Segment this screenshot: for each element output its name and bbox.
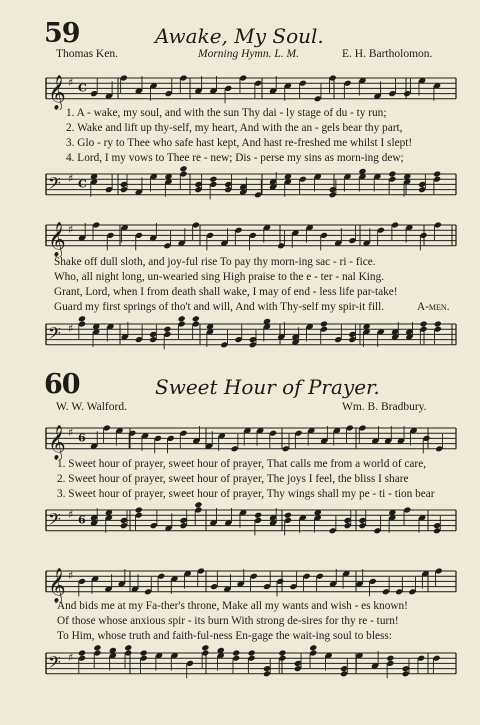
note-head [248,649,256,656]
time-signature: 6 [78,431,86,445]
music-staff-bass [0,502,480,546]
verse-3b: To Him, whose truth and faith-ful-ness En-gage the wait-ing soul to bless: [57,630,392,642]
note-head [93,645,101,651]
hymn-number: 59 [44,18,80,49]
note-head [179,166,187,172]
verse-1b: And bids me at my Fa-ther's throne, Make all my wants and wish - es known! [57,600,408,612]
sharp-icon: ♯ [68,322,74,336]
hymn-tune: Morning Hymn. L. M. [198,48,299,60]
hymn-composer: E. H. Bartholomon. [342,48,433,60]
note-head [232,649,240,656]
verse-1a: 1. Sweet hour of prayer, sweet hour of prayer, That calls me from a world of care, [57,458,427,470]
note-head [194,502,202,508]
amen-label: A-men. [417,301,450,313]
verse-1b: Shake off dull sloth, and joy-ful rise To pay thy morn-ing sac - ri - fice. [54,256,376,268]
note-head [201,645,209,651]
bass-clef-icon: 𝄢 [48,651,61,676]
note-head [135,506,143,513]
verse-4a: 4. Lord, I my vows to Thee re - new; Dis - perse my sins as morn-ing dew; [66,152,404,164]
treble-clef-icon: 𝄞 [48,74,66,110]
sharp-icon: ♯ [68,651,74,665]
time-signature: 6 [78,513,86,527]
note-head [433,170,441,177]
music-staff-treble [0,60,480,110]
note-head [284,512,292,519]
verse-3b: Grant, Lord, when I from death shall wake, I may of end - less life par-take! [54,286,398,298]
note-head [320,320,328,327]
music-staff-bass [0,645,480,689]
music-staff-treble [0,207,480,257]
verse-3a: 3. Glo - ry to Thee who safe hast kept, And hast re-freshed me whilst I slept! [66,137,413,149]
note-head [419,320,427,327]
treble-clef-icon: 𝄞 [48,424,66,460]
sharp-icon: ♯ [68,508,74,522]
sharp-icon: ♯ [68,223,74,237]
verse-2a: 2. Sweet hour of prayer, sweet hour of prayer, The joys I feel, the bliss I share [57,473,409,485]
note-head [124,645,132,651]
sharp-icon: ♯ [68,569,74,583]
sharp-icon: ♯ [68,76,74,90]
bass-clef-icon: 𝄢 [48,508,61,533]
note-head [192,316,200,322]
verse-3a: 3. Sweet hour of prayer, sweet hour of prayer, Thy wings shall my pe - ti - tion bear [57,488,435,500]
hymn-author: W. W. Walford. [56,401,127,413]
note-head [78,316,86,322]
verse-2b: Who, all night long, un-wearied sing High praise to the e - ter - nal King. [54,271,385,283]
note-head [78,649,86,656]
hymn-composer: Wm. B. Bradbury. [342,401,427,413]
verse-1a: 1. A - wake, my soul, and with the sun Thy dai - ly stage of du - ty run; [66,107,387,119]
time-signature: C [78,81,87,95]
hymn-number: 60 [44,369,80,400]
note-head [254,512,262,519]
hymn-title: Awake, My Soul. [155,24,324,48]
music-staff-treble [0,410,480,460]
hymn-author: Thomas Ken. [56,48,118,60]
time-signature: C [78,177,87,191]
music-staff-bass [0,166,480,208]
note-head [163,326,171,333]
music-staff-bass [0,316,480,360]
treble-clef-icon: 𝄞 [48,221,66,257]
note-head [386,655,394,662]
note-head [140,649,148,656]
treble-clef-icon: 𝄞 [48,567,66,603]
verse-2b: Of those whose anxious spir - its burn With strong de-sires for thy re - turn! [57,615,399,627]
verse-2a: 2. Wake and lift up thy-self, my heart, And with the an - gels bear thy part, [66,122,403,134]
note-head [434,320,442,327]
bass-clef-icon: 𝄢 [48,172,61,197]
note-head [178,316,186,322]
verse-4b: Guard my first springs of tho't and will, And with Thy-self my spir-it fill. [54,301,385,313]
hymn-title: Sweet Hour of Prayer. [155,375,380,399]
note-head [309,645,317,651]
sharp-icon: ♯ [68,426,74,440]
note-head [278,649,286,656]
music-staff-treble [0,553,480,603]
sharp-icon: ♯ [68,172,74,186]
note-head [388,170,396,177]
note-head [209,176,217,183]
bass-clef-icon: 𝄢 [48,322,61,347]
